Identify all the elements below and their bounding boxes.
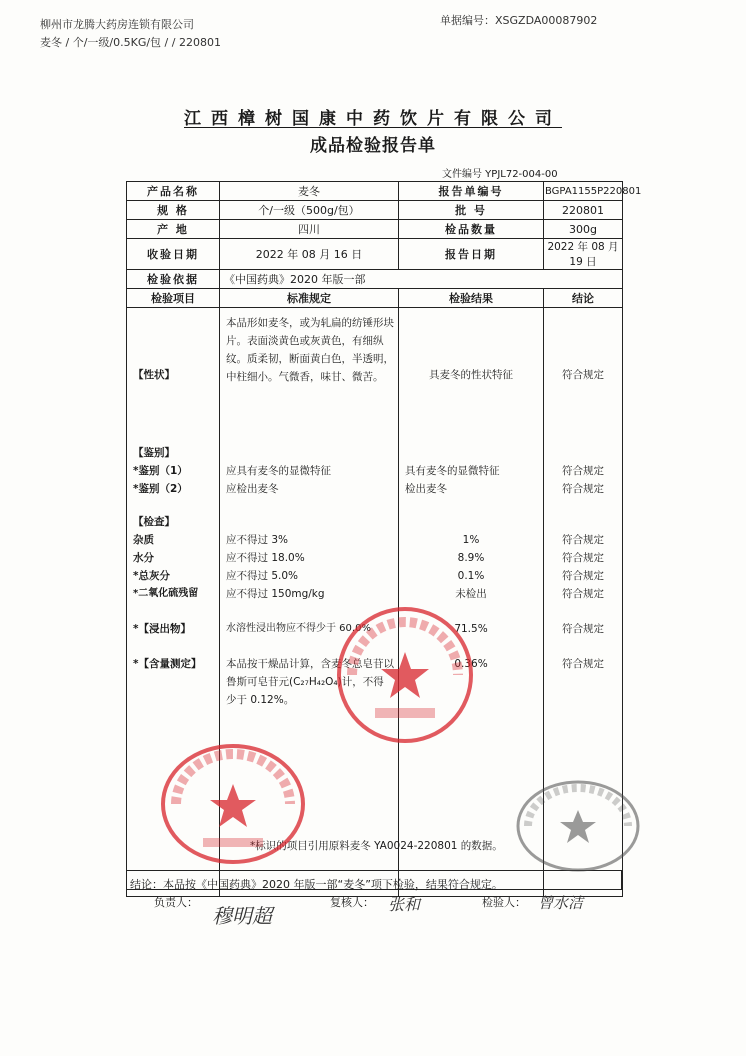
item-result: 8.9%	[457, 552, 485, 564]
item-result: 0.1%	[457, 570, 485, 582]
report-date-label: 报告日期	[399, 239, 544, 270]
item-line: 麦冬 / 个/一级/0.5KG/包 / / 220801	[40, 36, 221, 49]
document-number: 单据编号：XSGZDA00087902	[440, 14, 598, 27]
column-header: 标准规定	[220, 289, 399, 308]
basis-label: 检验依据	[127, 270, 220, 289]
report-date-value: 2022 年 08 月 19 日	[544, 239, 623, 270]
column-header: 检验项目	[127, 289, 220, 308]
report-title: 成品检验报告单	[310, 136, 436, 156]
item-name: *【含量测定】	[133, 658, 202, 670]
file-number: 文件编号 YPJL72-004-00	[442, 169, 558, 180]
column-header: 结论	[544, 289, 623, 308]
item-standard: 本品形如麦冬，或为轧扁的纺锤形块片。表面淡黄色或灰黄色，有细纵纹。质柔韧，断面黄白色，半透明，中柱细小。气微香，味甘、微苦。	[226, 317, 394, 383]
origin-value: 四川	[220, 220, 399, 239]
item-conclusion: 符合规定	[562, 465, 604, 477]
recv-date-value: 2022 年 08 月 16 日	[220, 239, 399, 270]
item-name: 【鉴别】	[133, 447, 175, 459]
item-name: *【浸出物】	[133, 623, 191, 635]
item-result: 1%	[462, 534, 480, 546]
item-conclusion: 符合规定	[562, 369, 604, 381]
product-value: 麦冬	[220, 182, 399, 201]
item-standard: 应不得过 3%	[226, 534, 288, 546]
item-result: 具麦冬的性状特征	[429, 369, 513, 381]
company-name: 江西樟树国康中药饮片有限公司	[184, 109, 562, 129]
item-result: 0.36%	[454, 658, 488, 670]
qty-label: 检品数量	[399, 220, 544, 239]
reviewer-signature: 张和	[388, 895, 421, 914]
item-conclusion: 符合规定	[562, 588, 604, 600]
report-no-value: BGPA1155P220801	[544, 182, 623, 201]
item-conclusion: 符合规定	[562, 658, 604, 670]
basis-value: 《中国药典》2020 年版一部	[220, 270, 623, 289]
item-name: 【检查】	[133, 516, 175, 528]
spec-value: 个/一级（500g/包）	[220, 201, 399, 220]
recv-date-label: 收验日期	[127, 239, 220, 270]
report-no-label: 报告单编号	[399, 182, 544, 201]
item-standard: 应不得过 150mg/kg	[226, 588, 325, 600]
item-standard: 应检出麦冬	[226, 483, 279, 495]
pharmacy-seal-stamp	[158, 742, 308, 866]
item-standard: 水溶性浸出物应不得少于 60.0%	[226, 623, 371, 634]
item-conclusion: 符合规定	[562, 534, 604, 546]
item-name: 杂质	[133, 534, 154, 546]
column-header: 检验结果	[399, 289, 544, 308]
responsible-signature: 穆明超	[212, 904, 272, 928]
item-conclusion: 符合规定	[562, 483, 604, 495]
item-result: 检出麦冬	[405, 483, 447, 495]
batch-label: 批 号	[399, 201, 544, 220]
quality-seal-stamp	[330, 600, 480, 750]
reviewer-label: 复核人：	[330, 896, 374, 909]
item-conclusion: 符合规定	[562, 570, 604, 582]
qty-value: 300g	[544, 220, 623, 239]
item-name: *总灰分	[133, 570, 170, 582]
item-name: 【性状】	[133, 369, 175, 381]
inspector-signature: 曾水洁	[538, 894, 584, 912]
conclusion: 结论：本品按《中国药典》2020 年版一部“麦冬”项下检验，结果符合规定。	[130, 878, 503, 891]
issuer-name: 柳州市龙腾大药房连锁有限公司	[40, 18, 194, 31]
spec-label: 规 格	[127, 201, 220, 220]
item-name: 水分	[133, 552, 154, 564]
origin-label: 产 地	[127, 220, 220, 239]
inspector-label: 检验人：	[482, 896, 526, 909]
item-result: 未检出	[455, 588, 487, 600]
footnote: *标识的项目引用原料麦冬 YA0024-220801 的数据。	[250, 840, 503, 852]
batch-value: 220801	[544, 201, 623, 220]
product-label: 产品名称	[127, 182, 220, 201]
item-name: *鉴别（2）	[133, 483, 188, 495]
item-result: 具有麦冬的显微特征	[405, 465, 500, 477]
item-name: *二氧化硫残留	[133, 588, 199, 599]
item-result: 71.5%	[454, 623, 488, 635]
item-conclusion: 符合规定	[562, 552, 604, 564]
item-standard: 应具有麦冬的显微特征	[226, 465, 331, 477]
responsible-label: 负责人：	[154, 896, 198, 909]
item-standard: 应不得过 18.0%	[226, 552, 305, 564]
right-seal-stamp	[514, 778, 642, 874]
item-standard: 本品按干燥品计算，含麦冬总皂苷以鲁斯可皂苷元(C₂₇H₄₂O₄)计，不得少于 0.12%。	[226, 658, 394, 706]
item-standard: 应不得过 5.0%	[226, 570, 299, 582]
item-conclusion: 符合规定	[562, 623, 604, 635]
item-name: *鉴别（1）	[133, 465, 188, 477]
